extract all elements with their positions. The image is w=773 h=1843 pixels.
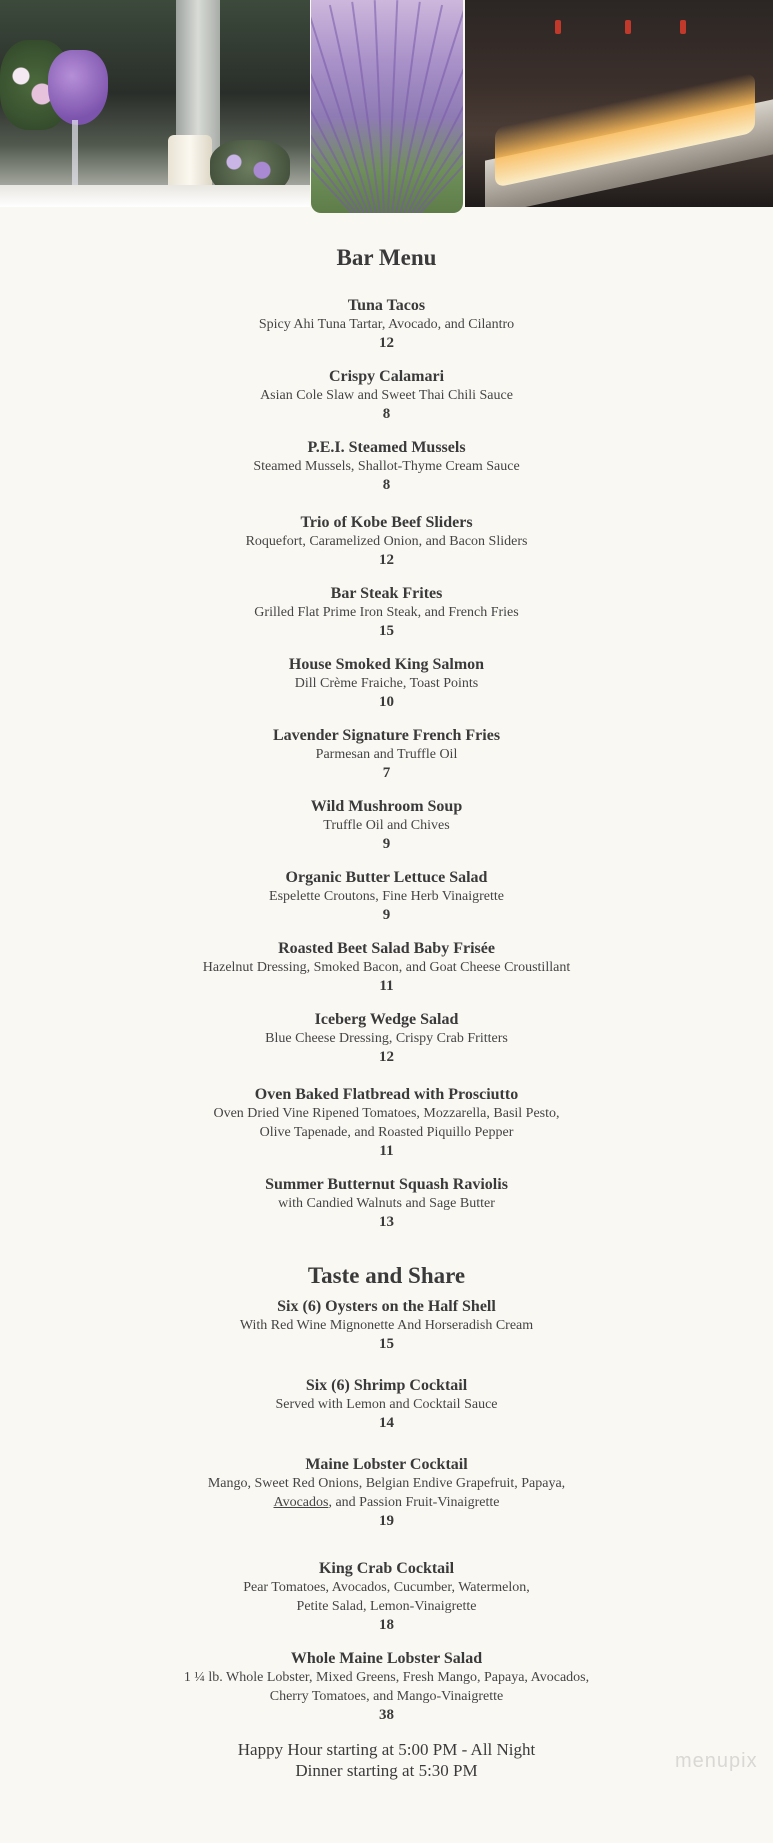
menu-item-name: P.E.I. Steamed Mussels (307, 439, 466, 456)
menu-item-price: 9 (382, 907, 391, 923)
menu-item-price: 8 (382, 406, 391, 422)
menu-item-price: 11 (379, 978, 394, 994)
menu-item-name: Whole Maine Lobster Salad (290, 1650, 483, 1667)
menu-item-description: Roquefort, Caramelized Onion, and Bacon Sliders (245, 534, 528, 549)
menu-item-description: Mango, Sweet Red Onions, Belgian Endive Grapefruit, Papaya, (207, 1476, 566, 1491)
menu-item-name: Tuna Tacos (347, 297, 426, 314)
lavender-row-decoration (329, 5, 377, 213)
menu-item (0, 438, 773, 495)
photo-banner (0, 0, 773, 212)
menu-item-description: Olive Tapenade, and Roasted Piquillo Pepper (259, 1125, 514, 1140)
menu-item-price: 13 (379, 1214, 394, 1230)
menu-item-name: Organic Butter Lettuce Salad (285, 869, 488, 886)
menu-item (0, 296, 773, 353)
watermark-logo: menupix (675, 1750, 758, 1772)
menu-item-name: Summer Butternut Squash Raviolis (265, 1176, 508, 1193)
menu-item (0, 1376, 773, 1433)
lounge-fire-table-photo (465, 0, 773, 207)
patio-photo (0, 0, 310, 207)
menu-item (0, 584, 773, 641)
menu-item (0, 1297, 773, 1354)
menu-item-description: Truffle Oil and Chives (323, 818, 450, 833)
menu-item-price: 11 (379, 1143, 394, 1159)
menu-item-description: Oven Dried Vine Ripened Tomatoes, Mozzarella, Basil Pesto, (213, 1106, 560, 1121)
lavender-field-photo (311, 0, 463, 213)
menu-item-name: Crispy Calamari (328, 368, 445, 385)
menu-item-name: Six (6) Oysters on the Half Shell (277, 1298, 496, 1315)
menu-item-description: Steamed Mussels, Shallot-Thyme Cream Sauce (253, 459, 520, 474)
menu-item (0, 1010, 773, 1067)
menu-item (0, 1175, 773, 1232)
description-tail: , and Passion Fruit-Vinaigrette (328, 1495, 500, 1510)
menu-item-price: 12 (379, 335, 394, 351)
section-title-bar-menu: Bar Menu (336, 245, 437, 270)
menu-item-price: 12 (379, 1049, 394, 1065)
menu-item-name: Wild Mushroom Soup (310, 798, 463, 815)
menu-item (0, 1559, 773, 1635)
menu-item-description: Petite Salad, Lemon-Vinaigrette (296, 1599, 477, 1614)
menu-item-price: 14 (379, 1415, 394, 1431)
menu-item (0, 1085, 773, 1161)
menu-item (0, 367, 773, 424)
bar-menu-list (0, 296, 773, 1232)
menu-item-name: Six (6) Shrimp Cocktail (305, 1377, 468, 1394)
menu-item-name: King Crab Cocktail (318, 1560, 455, 1577)
menu-item-description: Pear Tomatoes, Avocados, Cucumber, Watermelon, (243, 1580, 530, 1595)
menu-item-description: Blue Cheese Dressing, Crispy Crab Fritters (265, 1031, 508, 1046)
menu-item-description: Dill Crème Fraiche, Toast Points (294, 676, 479, 691)
menu-item-price: 10 (379, 694, 394, 710)
menu-item-description: Spicy Ahi Tuna Tartar, Avocado, and Cilantro (258, 317, 515, 332)
lavender-row-decoration (395, 5, 443, 213)
menu-item-name: Trio of Kobe Beef Sliders (300, 514, 473, 531)
menu-item-description: With Red Wine Mignonette And Horseradish Cream (239, 1318, 534, 1333)
menu-item-price: 9 (382, 836, 391, 852)
menu-item-description: Parmesan and Truffle Oil (315, 747, 458, 762)
menu-item-price: 19 (379, 1513, 394, 1529)
dinner-hours-text: Dinner starting at 5:30 PM (295, 1761, 478, 1780)
menu-item-price: 18 (379, 1617, 394, 1633)
lamp-decoration (625, 20, 631, 34)
menu-item (0, 726, 773, 783)
menu-item-description: with Candied Walnuts and Sage Butter (278, 1196, 495, 1211)
menu-item-description: Grilled Flat Prime Iron Steak, and French Fries (254, 605, 519, 620)
menu-item-price: 38 (379, 1707, 394, 1723)
menu-item-description (0, 1493, 773, 1512)
glass-stem-decoration (72, 120, 78, 190)
menu-item (0, 513, 773, 570)
menu-item-description: Cherry Tomatoes, and Mango-Vinaigrette (269, 1689, 504, 1704)
menu-item (0, 1649, 773, 1725)
menu-item (0, 868, 773, 925)
menu-item-name: House Smoked King Salmon (288, 656, 485, 673)
menu-item-description: 1 ¼ lb. Whole Lobster, Mixed Greens, Fresh Mango, Papaya, Avocados, (183, 1670, 590, 1685)
napkin-glass-decoration (48, 50, 108, 125)
menu-item-name: Lavender Signature French Fries (272, 727, 501, 744)
menu-item-price: 8 (382, 477, 391, 493)
menu-item-description: Asian Cole Slaw and Sweet Thai Chili Sauce (260, 388, 513, 403)
menu-item-description: Served with Lemon and Cocktail Sauce (275, 1397, 498, 1412)
menu-item (0, 939, 773, 996)
happy-hour-text: Happy Hour starting at 5:00 PM - All Night (237, 1740, 536, 1759)
menu-item (0, 1455, 773, 1531)
menu-item-price: 12 (379, 552, 394, 568)
menu (0, 240, 773, 1781)
menu-item (0, 655, 773, 712)
lamp-decoration (555, 20, 561, 34)
menu-item-description: Hazelnut Dressing, Smoked Bacon, and Goat Cheese Croustillant (202, 960, 571, 975)
menu-item-name: Oven Baked Flatbread with Prosciutto (254, 1086, 519, 1103)
lamp-decoration (680, 20, 686, 34)
menu-item-price: 15 (379, 1336, 394, 1352)
section-title-taste-and-share: Taste and Share (307, 1263, 466, 1288)
menu-item-name: Maine Lobster Cocktail (305, 1456, 468, 1473)
taste-and-share-list (0, 1297, 773, 1725)
menu-item-name: Roasted Beet Salad Baby Frisée (278, 940, 495, 957)
menu-item-price: 15 (379, 623, 394, 639)
menu-item-price: 7 (382, 765, 391, 781)
menu-item (0, 797, 773, 854)
menu-item-name: Iceberg Wedge Salad (314, 1011, 459, 1028)
table-decoration (0, 185, 310, 207)
menu-item-name: Bar Steak Frites (330, 585, 443, 602)
underlined-word: Avocados (273, 1495, 329, 1510)
menu-item-description: Espelette Croutons, Fine Herb Vinaigrette (269, 889, 504, 904)
